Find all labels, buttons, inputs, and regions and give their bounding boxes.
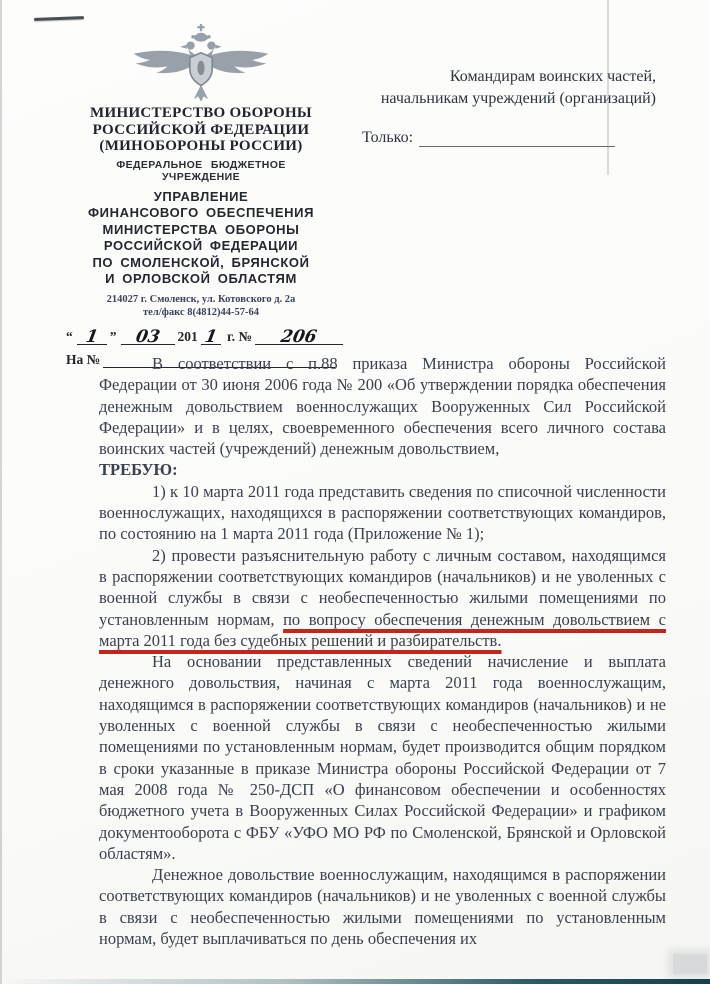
ministry-line: МИНИСТЕРСТВО ОБОРОНЫ [90,105,312,121]
institution-line: УЧРЕЖДЕНИЕ [161,171,241,183]
printed-year: 201 [177,328,198,344]
order-item-1: 1) к 10 марта 2011 года представить сведения по списочной численности военнослужащих, находящихся в распоряжении соответствующих командиров, по состоянию на 1 марта 2011 года (Приложение № 1); [99,481,666,544]
department-line: И ОРЛОВСКОЙ ОБЛАСТЯМ [105,271,297,286]
scan-left-edge [0,0,2,984]
date-day-slot [77,326,107,345]
handwritten-day: 1 [84,326,100,347]
department-line: РОССИЙСКОЙ ФЕДЕРАЦИИ [103,238,299,253]
demand-heading: ТРЕБУЮ: [99,460,178,480]
reference-label: На № [66,351,101,367]
letterhead [50,24,352,368]
recipient-block [350,66,656,110]
date-year-slot [201,326,221,345]
date-line [50,326,352,345]
scan-bottom-edge [0,979,710,984]
red-underlined-phrase: по вопросу обеспечения денежным довольствием с марта 2011 года без судебных решений и разбирательств. [99,609,666,650]
recipient-line: начальникам учреждений (организаций) [380,90,656,107]
department-line: ПО СМОЛЕНСКОЙ, БРЯНСКОЙ [92,254,310,270]
only-blank-slot [419,129,615,147]
department-line: МИНИСТЕРСТВА ОБОРОНЫ [102,221,300,237]
institution-line: ФЕДЕРАЛЬНОЕ БЮДЖЕТНОЕ [116,158,286,171]
only-label: Только: [362,129,414,146]
address-line: 214027 г. Смоленск, ул. Котовского д. 2а [106,293,296,305]
closing-paragraph: Денежное довольствие военнослужащим, находящимся в распоряжении соответствующих командиров (начальников) и не уволенных с военной службы в связи с необеспеченностью жилыми помещениями по установленным нормам, будет выплачиваться по день обеспечения их [99,865,666,949]
scan-corner-smudge [673,954,707,974]
institution-type [50,159,352,184]
intro-paragraph: В соответствии с п.88 приказа Министра обороны Российской Федерации от 30 июня 2006 года № 200 «Об утверждении порядка обеспечения денежным довольствием военнослужащих Вооруженных Сил Российской Федерации» и в целях, своевременного обеспечения всего личного состава воинских частей (учреждений) денежным довольствием, [99,354,666,459]
ministry-line: РОССИЙСКОЙ ФЕДЕРАЦИИ [92,121,310,138]
handwritten-year-digit: 1 [203,326,219,347]
address-line: тел/факс 8(4812)44-57-64 [143,306,259,318]
address-block [50,293,352,319]
doc-number-slot [255,326,343,345]
only-line [362,129,615,147]
order-item-2-text: 2) провести разъяснительную работу с личным составом, находящимся в распоряжении соответствующих командиров (начальников) и не уволенных с военной службы в связи с необеспеченностью жилыми помещениями по установленным нормам, [99,545,666,629]
ministry-name [50,105,352,155]
handwritten-month: 03 [133,326,162,347]
close-quote: ” [109,328,118,344]
number-sign-label: г. № [227,328,253,344]
order-item-2 [99,545,666,651]
recipient-line: Командирам воинских частей, [449,68,656,85]
open-quote: “ [66,328,74,344]
ministry-line: (МИНОБОРОНЫ РОССИИ) [99,138,303,154]
mod-eagle-emblem-icon [123,24,279,104]
department-line: УПРАВЛЕНИЕ [153,188,249,204]
date-month-slot [121,326,175,345]
handwritten-doc-number: 206 [279,326,319,347]
department-name [50,189,352,288]
payment-procedure-paragraph: На основании представленных сведений начисление и выплата денежного довольствия, начиная с марта 2011 года военнослужащим, находящимся в распоряжении соответствующих командиров (начальников) и не уволенных с военной службы в связи с необеспеченностью жилыми помещениями по установленным нормам, будет производится общим порядком в сроки указанные в приказе Министра обороны Российской Федерации от 7 мая 2008 года № 250-ДСП «О финансовом обеспечении и особенностях бюджетного учета в Вооруженных Силах Российской Федерации» и графиком документооборота с ФБУ «УФО МО РФ по Смоленской, Брянской и Орловской областям». [99,652,666,863]
letter-body [99,353,666,949]
staple-mark [34,16,84,21]
department-line: ФИНАНСОВОГО ОБЕСПЕЧЕНИЯ [87,205,315,220]
